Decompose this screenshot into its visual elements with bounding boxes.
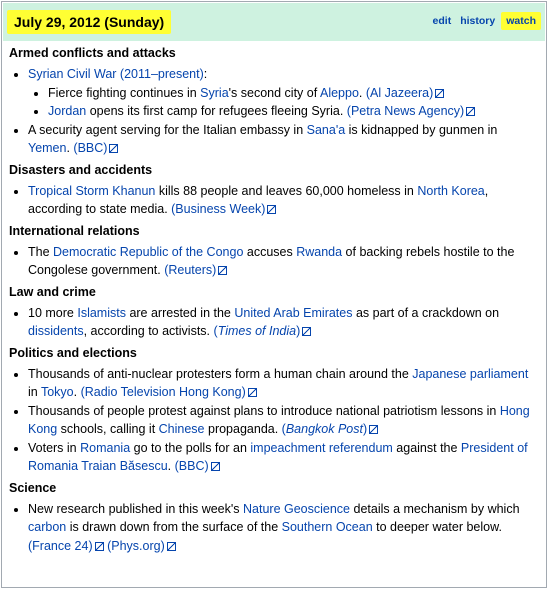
nature-geoscience-link[interactable]: Nature Geoscience xyxy=(243,501,351,516)
science-list xyxy=(9,500,541,556)
list-item: • Thousands of anti-nuclear protesters form a human chain around the Japanese parliament in Tokyo. (Radio Television Hong Kong) xyxy=(28,365,541,402)
source-link-bangkok-post[interactable]: (Bangkok Post) xyxy=(282,422,378,436)
armed-list xyxy=(9,65,541,158)
intl-list xyxy=(9,243,541,280)
source-link-business-week[interactable]: (Business Week) xyxy=(171,202,276,216)
list-item: • New research published in this week's Nature Geoscience details a mechanism by which carbon is drawn down from the surface of the Southern Ocean to deeper water below. (France 24) (Phys.org) xyxy=(28,500,541,556)
section-heading-science: Science xyxy=(9,480,57,495)
section-heading-disasters: Disasters and accidents xyxy=(9,162,153,177)
source-link-france24[interactable]: (France 24) xyxy=(28,539,104,553)
southern-ocean-link[interactable]: Southern Ocean xyxy=(281,520,373,534)
romania-link[interactable]: Romania xyxy=(80,440,131,455)
dissidents-link[interactable]: dissidents xyxy=(28,324,84,338)
date-title: July 29, 2012 (Sunday) xyxy=(7,10,171,34)
list-item: • Tropical Storm Khanun kills 88 people and leaves 60,000 homeless in North Korea, according to state media. (Business Week) xyxy=(28,182,541,219)
section-heading-law: Law and crime xyxy=(9,284,96,299)
list-item: • Thousands of people protest against plans to introduce national patriotism lessons in Hong Kong schools, calling it Chinese propaganda. (Bangkok Post) xyxy=(28,402,541,439)
jordan-link[interactable]: Jordan xyxy=(48,104,87,118)
syrian-civil-war-link[interactable]: Syrian Civil War (2011–present) xyxy=(28,67,204,81)
carbon-link[interactable]: carbon xyxy=(28,520,67,534)
drc-link[interactable]: Democratic Republic of the Congo xyxy=(53,244,244,259)
tokyo-link[interactable]: Tokyo xyxy=(40,385,74,399)
current-events-box xyxy=(1,1,547,588)
politics-list xyxy=(9,365,541,476)
source-link-al-jazeera[interactable]: (Al Jazeera) xyxy=(366,86,444,100)
rwanda-link[interactable]: Rwanda xyxy=(296,244,343,259)
source-link-rthk[interactable]: (Radio Television Hong Kong) xyxy=(81,385,257,399)
chinese-link[interactable]: Chinese xyxy=(158,422,205,436)
list-item: • 10 more Islamists are arrested in the United Arab Emirates as part of a crackdown on dissidents, according to activists. (Times of India) xyxy=(28,304,541,341)
source-link-times-of-india[interactable]: (Times of India) xyxy=(214,324,312,338)
section-heading-armed: Armed conflicts and attacks xyxy=(9,46,176,60)
khanun-link[interactable]: Tropical Storm Khanun xyxy=(28,183,156,198)
list-item: • The Democratic Republic of the Congo accuses Rwanda of backing rebels hostile to the Congolese government. (Reuters) xyxy=(28,243,541,280)
hong-kong-link[interactable]: Hong Kong xyxy=(28,403,530,436)
japanese-parliament-link[interactable]: Japanese parliament xyxy=(412,366,529,381)
list-item: • Voters in Romania go to the polls for an impeachment referendum against the President of Romania Traian Băsescu. (BBC) xyxy=(28,439,541,476)
north-korea-link[interactable]: North Korea xyxy=(417,183,485,198)
section-heading-intl: International relations xyxy=(9,223,140,238)
list-item: • Syrian Civil War (2011–present): • Fierce fighting continues in Syria's second city of Aleppo. (Al Jazeera) • Jordan opens its first camp for refugees fleeing Syria. (Petra News Agency) xyxy=(28,65,541,121)
sub-list xyxy=(28,84,541,121)
history-link[interactable]: history xyxy=(460,15,496,27)
source-link-phys-org[interactable]: (Phys.org) xyxy=(107,539,176,553)
source-link-bbc-2[interactable]: (BBC) xyxy=(175,459,220,473)
source-link-bbc[interactable]: (BBC) xyxy=(73,141,118,155)
list-item: • Fierce fighting continues in Syria's second city of Aleppo. (Al Jazeera) xyxy=(48,84,541,103)
yemen-link[interactable]: Yemen xyxy=(28,141,67,155)
list-item: • Jordan opens its first camp for refugees fleeing Syria. (Petra News Agency) xyxy=(48,102,541,121)
list-item: • A security agent serving for the Italian embassy in Sana'a is kidnapped by gunmen in Yemen. (BBC) xyxy=(28,121,541,158)
header-links xyxy=(424,12,541,30)
watch-link[interactable]: watch xyxy=(501,12,541,30)
islamists-link[interactable]: Islamists xyxy=(77,305,126,320)
section-heading-politics: Politics and elections xyxy=(9,345,137,360)
edit-link[interactable]: edit xyxy=(432,15,452,27)
disasters-list xyxy=(9,182,541,219)
law-list xyxy=(9,304,541,341)
uae-link[interactable]: United Arab Emirates xyxy=(234,305,353,320)
source-link-petra[interactable]: (Petra News Agency) xyxy=(347,104,475,118)
sanaa-link[interactable]: Sana'a xyxy=(306,122,346,137)
aleppo-link[interactable]: Aleppo xyxy=(319,85,359,100)
impeachment-referendum-link[interactable]: impeachment referendum xyxy=(250,440,393,455)
syria-link[interactable]: Syria xyxy=(200,85,229,100)
events-content xyxy=(9,45,541,559)
date-header xyxy=(3,3,545,41)
source-link-reuters[interactable]: (Reuters) xyxy=(164,263,227,277)
president-romania-link[interactable]: President of Romania Traian Băsescu xyxy=(28,440,528,473)
